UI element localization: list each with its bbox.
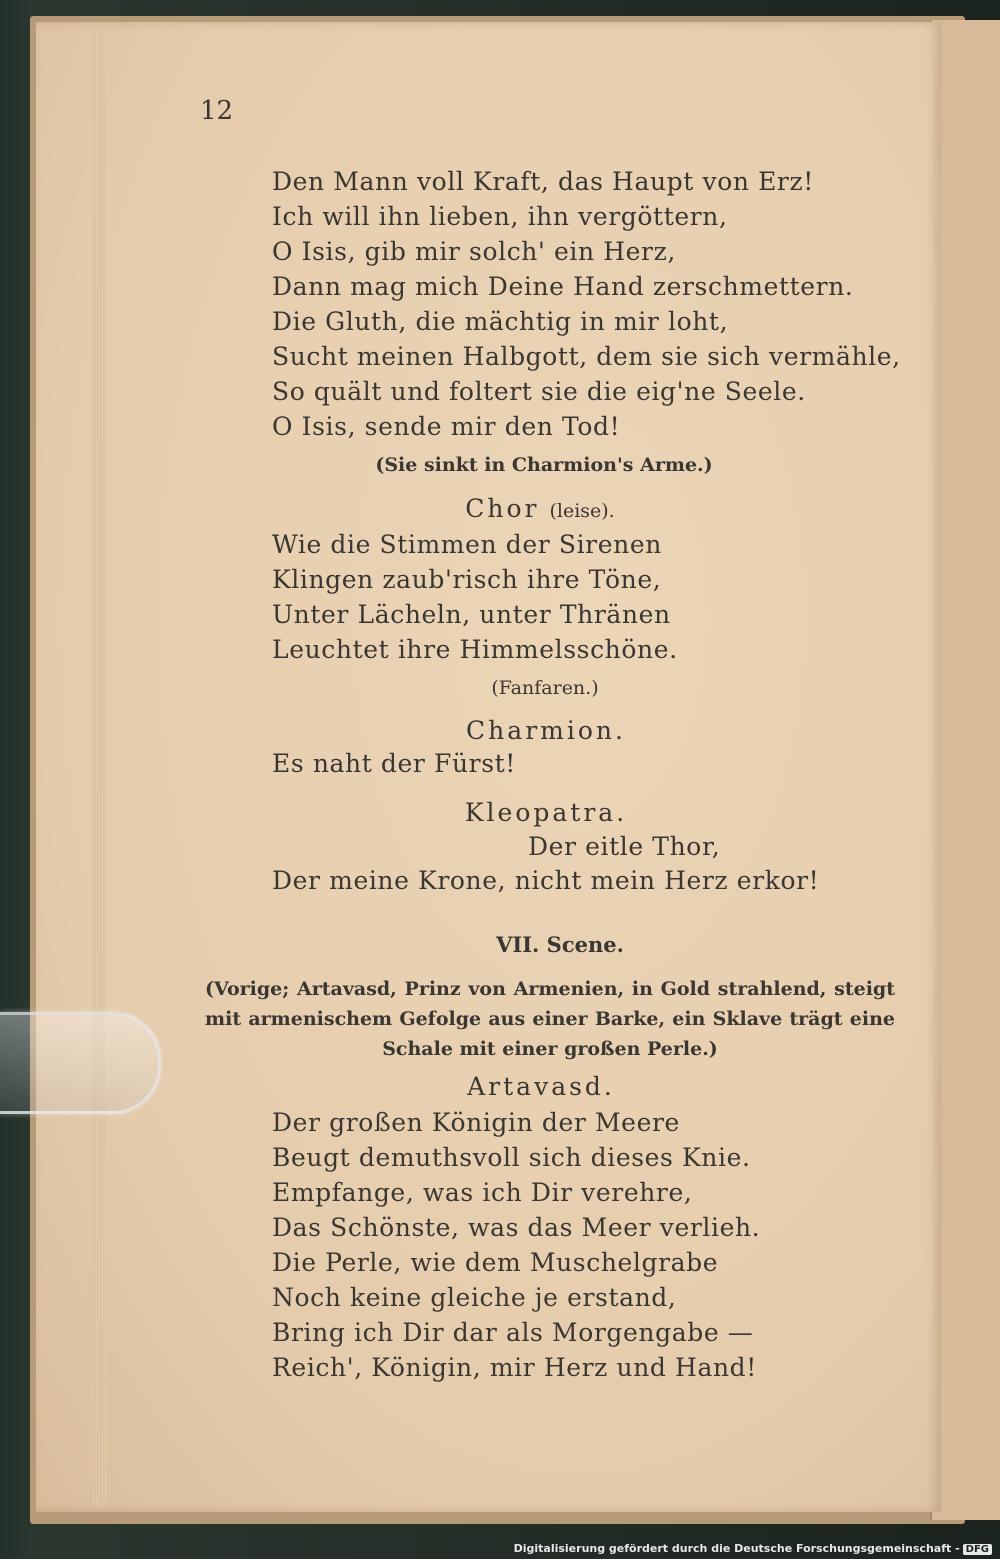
verse-line: Reich', Königin, mir Herz und Hand! (272, 1353, 757, 1382)
scene-title: VII. Scene. (496, 932, 624, 957)
verse-line: Ich will ihn lieben, ihn vergöttern, (272, 202, 728, 231)
speaker-chor (465, 492, 614, 528)
verse-line: Dann mag mich Deine Hand zerschmettern. (272, 272, 854, 301)
verse-line: Wie die Stimmen der Sirenen (272, 530, 662, 559)
speaker-note: (leise). (549, 500, 615, 522)
verse-line: O Isis, gib mir solch' ein Herz, (272, 237, 676, 266)
verse-line: Es naht der Fürst! (272, 749, 516, 778)
dfg-logo: DFG (963, 1544, 992, 1555)
verse-line: Den Mann voll Kraft, das Haupt von Erz! (272, 167, 814, 196)
verse-line: Beugt demuthsvoll sich dieses Knie. (272, 1143, 751, 1172)
verse-line: Bring ich Dir dar als Morgengabe — (272, 1318, 754, 1347)
verse-line: Noch keine gleiche je erstand, (272, 1283, 677, 1312)
stage-direction: (Fanfaren.) (491, 677, 599, 699)
speaker-artavasd: Artavasd. (467, 1072, 615, 1101)
verse-line: Sucht meinen Halbgott, dem sie sich vermähle, (272, 342, 901, 371)
speaker-kleopatra: Kleopatra. (464, 798, 628, 827)
verse-line: Der meine Krone, nicht mein Herz erkor! (272, 866, 820, 895)
verse-line: Unter Lächeln, unter Thränen (272, 600, 671, 629)
verse-line: Die Gluth, die mächtig in mir loht, (272, 307, 729, 336)
verse-line: O Isis, sende mir den Tod! (272, 412, 621, 441)
speaker-name: Chor (465, 494, 540, 523)
verse-line: Die Perle, wie dem Muschelgrabe (272, 1248, 719, 1277)
speaker-charmion: Charmion. (466, 716, 626, 745)
verse-line: Klingen zaub'risch ihre Töne, (272, 565, 662, 594)
verse-line: Empfange, was ich Dir verehre, (272, 1178, 693, 1207)
digitization-credit (514, 1542, 992, 1555)
scene-stage-direction: (Vorige; Artavasd, Prinz von Armenien, in Gold strahlend, steigt mit armenischem Gefolge aus einer Barke, ein Sklave trägt eine Schale mit einer großen Perle.) (205, 978, 895, 1060)
page-number: 12 (200, 96, 234, 126)
page-stack-edge (92, 26, 106, 1506)
stage-direction: (Sie sinkt in Charmion's Arme.) (375, 454, 713, 476)
verse-line: Das Schönste, was das Meer verlieh. (272, 1213, 761, 1242)
verse-line: Der eitle Thor, (528, 832, 721, 861)
verse-line: Der großen Königin der Meere (272, 1108, 680, 1137)
credit-text: Digitalisierung gefördert durch die Deutsche Forschungsgemeinschaft - (513, 1542, 960, 1555)
page-clip (0, 1012, 161, 1114)
verse-line: So quält und foltert sie die eig'ne Seele. (272, 377, 806, 406)
verse-line: Leuchtet ihre Himmelsschöne. (272, 635, 678, 664)
